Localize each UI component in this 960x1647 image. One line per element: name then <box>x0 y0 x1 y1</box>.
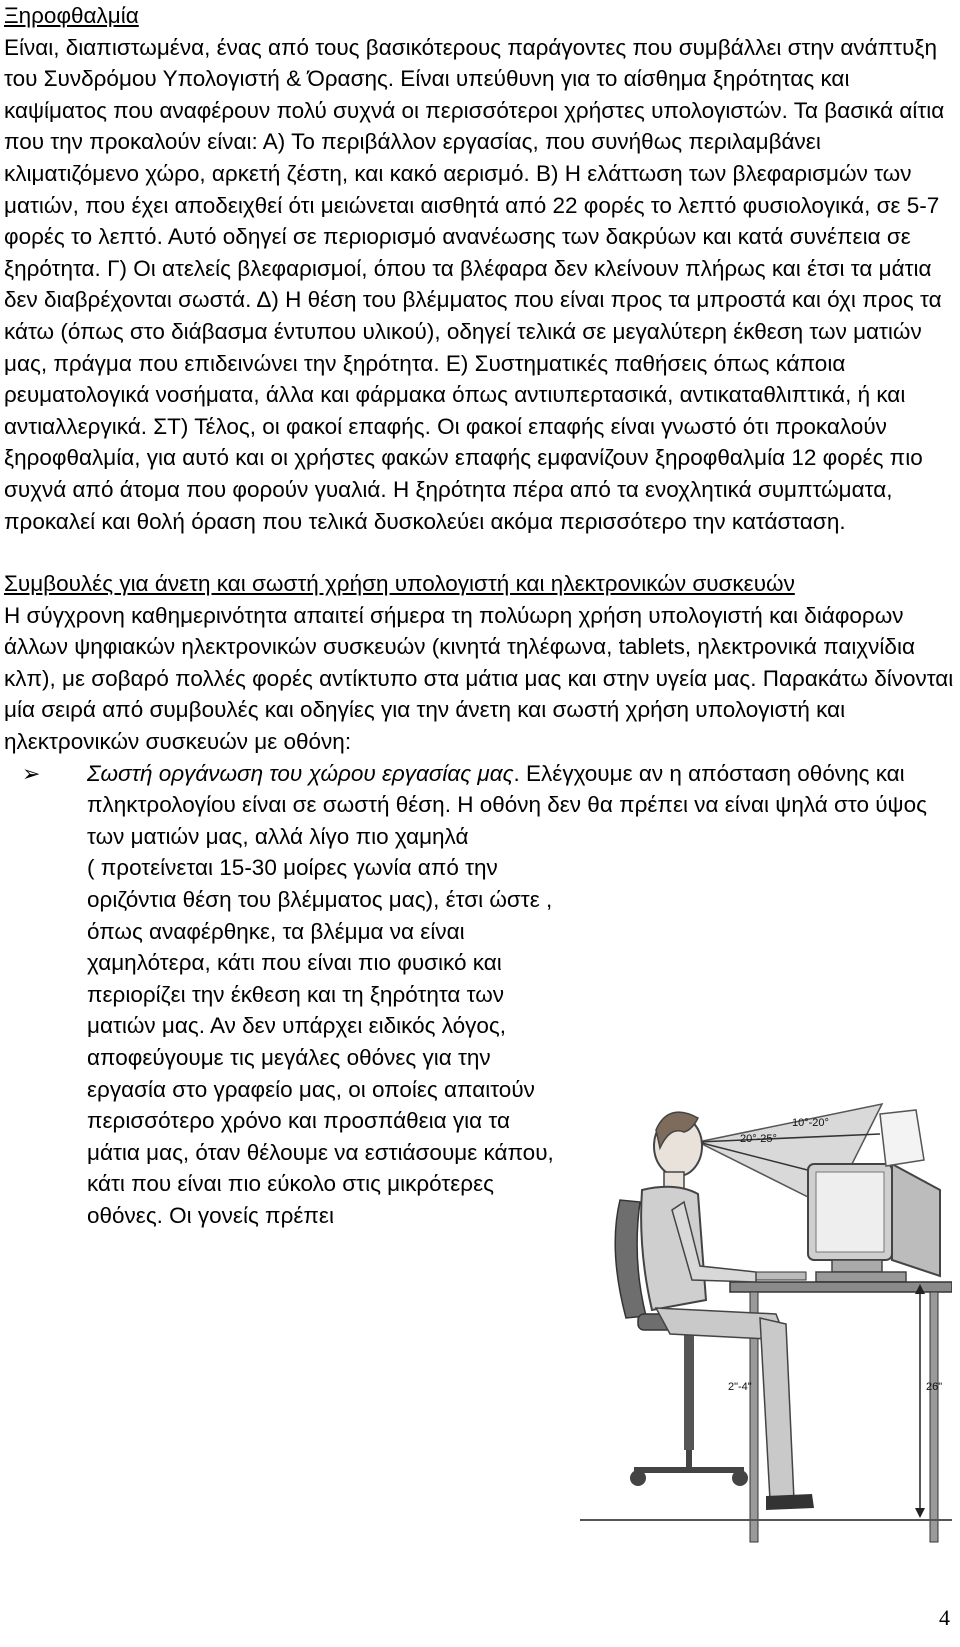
paragraph-dry-eye: Είναι, διαπιστωμένα, ένας από τους βασικότερους παράγοντες που συμβάλλει στην ανάπτυξη του Συνδρόμου Υπολογιστή & Όρασης. Είναι υπεύθυνη για το αίσθημα ξηρότητας και καψίματος που αναφέρουν πολύ συχνά οι περισσότεροι χρήστες υπολογιστών. Τα βασικά αίτια που την προκαλούν είναι: Α) Το περιβάλλον εργασίας, που συνήθως περιλαμβάνει κλιματιζόμενο χώρο, αρκετή ζέστη, και κακό αερισμό. Β) Η ελάττωση των βλεφαρισμών των ματιών, που έχει αποδειχθεί ότι μειώνεται αισθητά από 22 φορές το λεπτό φυσιολογικά, σε 5-7 φορές το λεπτό. Αυτό οδηγεί σε περιορισμό ανανέωσης των δακρύων και κατά συνέπεια σε ξηρότητα. Γ) Οι ατελείς βλεφαρισμοί, όπου τα βλέφαρα δεν κλείνουν πλήρως και έτσι τα μάτια δεν διαβρέχονται σωστά. Δ) Η θέση του βλέμματος που είναι προς τα μπροστά και όχι προς τα κάτω (όπως στο διάβασμα έντυπου υλικού), οδηγεί τελικά σε μεγαλύτερη έκθεση των ματιών μας, πράγμα που επιδεινώνει την ξηρότητα. Ε) Συστηματικές παθήσεις όπως κάποια ρευματολογικά νοσήματα, άλλα και φάρμακα όπως αντιυπερτασικά, αντικαταθλιπτικά, ή και αντιαλλεργικά. ΣΤ) Τέλος, οι φακοί επαφής. Οι φακοί επαφής είναι γνωστό ότι προκαλούν ξηροφθαλμία, για αυτό και οι χρήστες φακών επαφής εμφανίζουν ξηροφθαλμία 12 φορές πιο συχνά από άτομα που φορούν γυαλιά. Η ξηρότητα πέρα από τα ενοχλητικά συμπτώματα, προκαλεί και θολή όραση που τελικά δυσκολεύει ακόμα περισσότερο την κατάσταση. <box>4 34 945 534</box>
section-heading-dry-eye: Ξηροφθαλμία <box>4 3 139 28</box>
page-number: 4 <box>939 1605 950 1630</box>
bullet-text-wrapped: ( προτείνεται 15-30 μοίρες γωνία από την οριζόντια θέση του βλέμματος μας), έτσι ώστε , όπως αναφέρθηκε, τα βλέμμα να είναι χαμηλότερα, κάτι που είναι πιο φυσικό και περιορίζει την έκθεση και τη ξηρότητα των ματιών μας. Αν δεν υπάρχει ειδικός λόγος, αποφεύγουμε τις μεγάλες οθόνες για την εργασία στο γραφείο μας, οι οποίες απαιτούν περισσότερο χρόνο και προσπάθεια για τα μάτια μας, όταν θέλουμε να εστιάσουμε κάπου, κάτι που είναι πιο εύκολο στις μικρότερες οθόνες. Οι γονείς πρέπει <box>87 855 554 1228</box>
paragraph-tips-intro: Η σύγχρονη καθημερινότητα απαιτεί σήμερα τη πολύωρη χρήση υπολογιστή και διάφορων άλλων ψηφιακών ηλεκτρονικών συσκευών (κινητά τηλέφωνα, tablets, ηλεκτρονικά παιχνίδια κλπ), με σοβαρό πολλές φορές αντίκτυπο στα μάτια μας και στην υγεία μας. Παρακάτω δίνονται μία σειρά από συμβουλές και οδηγίες για την άνετη και σωστή χρήση υπολογιστή και ηλεκτρονικών συσκευών με οθόνη: <box>4 602 954 755</box>
paragraph-gap <box>4 537 954 568</box>
label-desk-height: 26" <box>926 1381 943 1393</box>
section-heading-tips: Συμβουλές για άνετη και σωστή χρήση υπολογιστή και ηλεκτρονικών συσκευών <box>4 571 795 597</box>
ergonomic-workstation-illustration <box>580 1090 952 1552</box>
document-page <box>4 0 954 1232</box>
label-angle-top: 10°-20° <box>792 1117 829 1129</box>
label-angle-view: 20°-25° <box>740 1133 777 1145</box>
bullet-text-main: . Ελέγχουμε αν η απόσταση οθόνης και πληκτρολογίου είναι σε σωστή θέση. Η οθόνη δεν θα πρέπει να είναι ψηλά στο ύψος των ματιών μας, αλλά λίγο πιο χαμηλά <box>87 760 927 849</box>
bullet-title: Σωστή οργάνωση του χώρου εργασίας μας <box>87 760 514 786</box>
arrow-bullet-icon: ➢ <box>22 760 41 786</box>
label-tilt: 2"-4" <box>728 1381 752 1393</box>
bullet-text-full <box>4 758 954 853</box>
